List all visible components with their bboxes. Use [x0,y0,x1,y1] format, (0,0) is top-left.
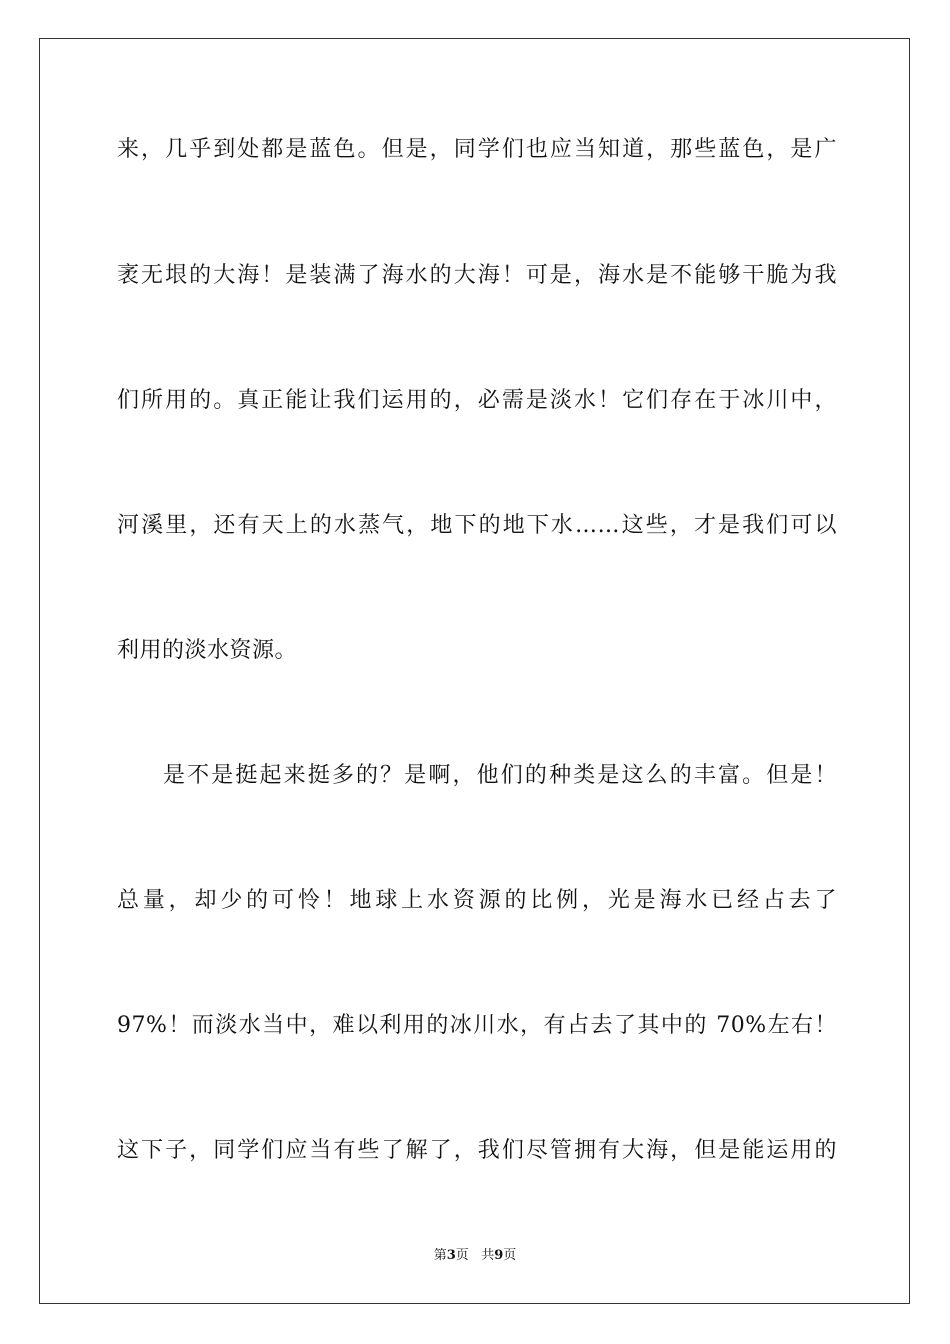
page-footer [0,1247,950,1265]
page-suffix: 页 [455,1248,469,1263]
body-text-line-4: 河溪里，还有天上的水蒸气，地下的地下水……这些，才是我们可以 [117,513,837,538]
body-text-line-1: 来，几乎到处都是蓝色。但是，同学们也应当知道，那些蓝色，是广 [117,137,837,162]
page-border [39,38,910,1304]
total-suffix: 页 [503,1248,517,1263]
body-text-line-5: 利用的淡水资源。 [117,638,298,663]
body-text-line-3: 们所用的。真正能让我们运用的，必需是淡水！它们存在于冰川中， [117,388,837,413]
page-prefix: 第 [433,1248,447,1263]
page-current: 3 [446,1248,456,1263]
body-text-line-9: 这下子，同学们应当有些了解了，我们尽管拥有大海，但是能运用的 [117,1138,837,1163]
body-text-line-2: 袤无垠的大海！是装满了海水的大海！可是，海水是不能够干脆为我 [117,263,837,288]
body-text-line-7: 总量，却少的可怜！地球上水资源的比例，光是海水已经占去了 [117,888,837,913]
total-prefix: 共 [481,1248,495,1263]
paragraph-start-line: 是不是挺起来挺多的？是啊，他们的种类是这么的丰富。但是！ [163,763,837,788]
body-text-line-8: 97%！而淡水当中，难以利用的冰川水，有占去了其中的 70%左右！ [117,1013,837,1038]
page-total: 9 [494,1248,504,1263]
